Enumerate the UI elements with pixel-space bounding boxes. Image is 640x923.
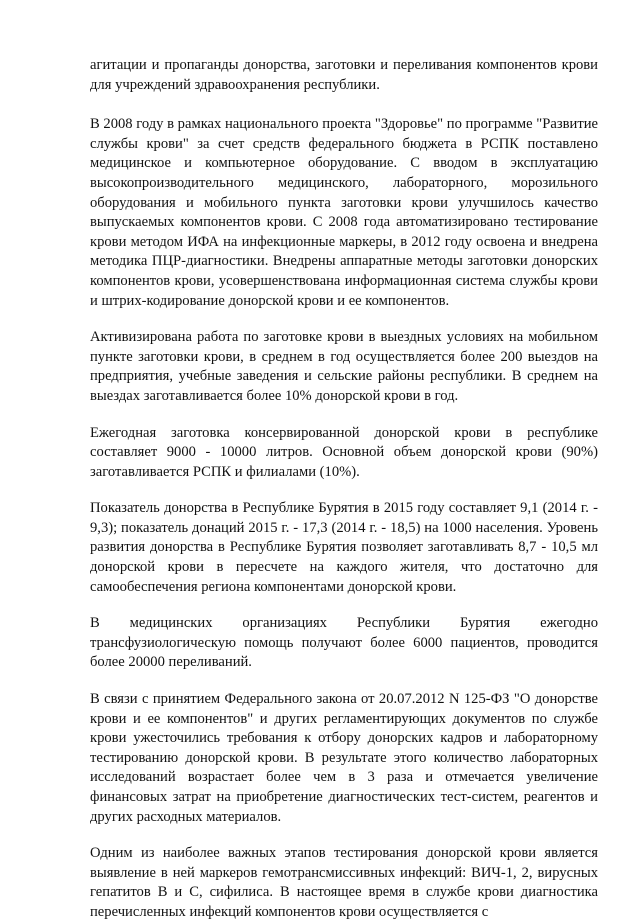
paragraph: Ежегодная заготовка консервированной донорской крови в республике составляет 9000 - 10000 литров. Основной объем донорской крови (90%) заготавливается РСПК и филиалами (10%). xyxy=(90,424,598,480)
paragraph: Активизирована работа по заготовке крови в выездных условиях на мобильном пункте заготовки крови, в среднем в год осуществляется более 200 выездов на предприятия, учебные заведения и сельские районы республики. В среднем на выездах заготавливается более 10% донорской крови в год. xyxy=(90,329,598,404)
paragraph: В 2008 году в рамках национального проекта "Здоровье" по программе "Развитие службы крови" за счет средств федерального бюджета в РСПК поставлено медицинское и компьютерное оборудование. С вводом в эксплуатацию высокопроизводительного медицинского, лабораторного, морозильного оборудования и мобильного пункта заготовки крови улучшилось качество выпускаемых компонентов крови. С 2008 года автоматизировано тестирование крови методом ИФА на инфекционные маркеры, в 2012 году освоена и внедрена методика ПЦР-диагностики. Внедрены аппаратные методы заготовки донорских компонентов крови, усовершенствована информационная система службы крови и штрих-кодирование донорской крови и ее компонентов. xyxy=(90,116,598,309)
paragraph: агитации и пропаганды донорства, заготовки и переливания компонентов крови для учреждений здравоохранения республики. xyxy=(90,57,598,93)
paragraph: Показатель донорства в Республике Бурятия в 2015 году составляет 9,1 (2014 г. - 9,3); показатель донаций 2015 г. - 17,3 (2014 г. - 18,5) на 1000 населения. Уровень развития донорства в Республике Бурятия позволяет заготавливать 8,7 - 10,5 мл донорской крови в пересчете на каждого жителя, что достаточно для самообеспечения региона компонентами донорской крови. xyxy=(90,500,598,595)
paragraph: В медицинских организациях Республики Бурятия ежегодно трансфузиологическую помощь получают более 6000 пациентов, проводится более 20000 переливаний. xyxy=(90,615,598,671)
document-page xyxy=(90,56,598,923)
paragraph: Одним из наиболее важных этапов тестирования донорской крови является выявление в ней маркеров гемотрансмиссивных инфекций: ВИЧ-1, 2, вирусных гепатитов В и С, сифилиса. В настоящее время в службе крови диагностика перечисленных инфекций компонентов крови осуществляется с xyxy=(90,845,598,920)
paragraph: В связи с принятием Федерального закона от 20.07.2012 N 125-ФЗ "О донорстве крови и ее компонентов" и других регламентирующих документов по службе крови ужесточились требования к отбору донорских кадров и лабораторному тестированию донорской крови. В результате этого количество лабораторных исследований возрастает более чем в 3 раза и отмечается увеличение финансовых затрат на приобретение диагностических тест-систем, реагентов и других расходных материалов. xyxy=(90,691,598,825)
